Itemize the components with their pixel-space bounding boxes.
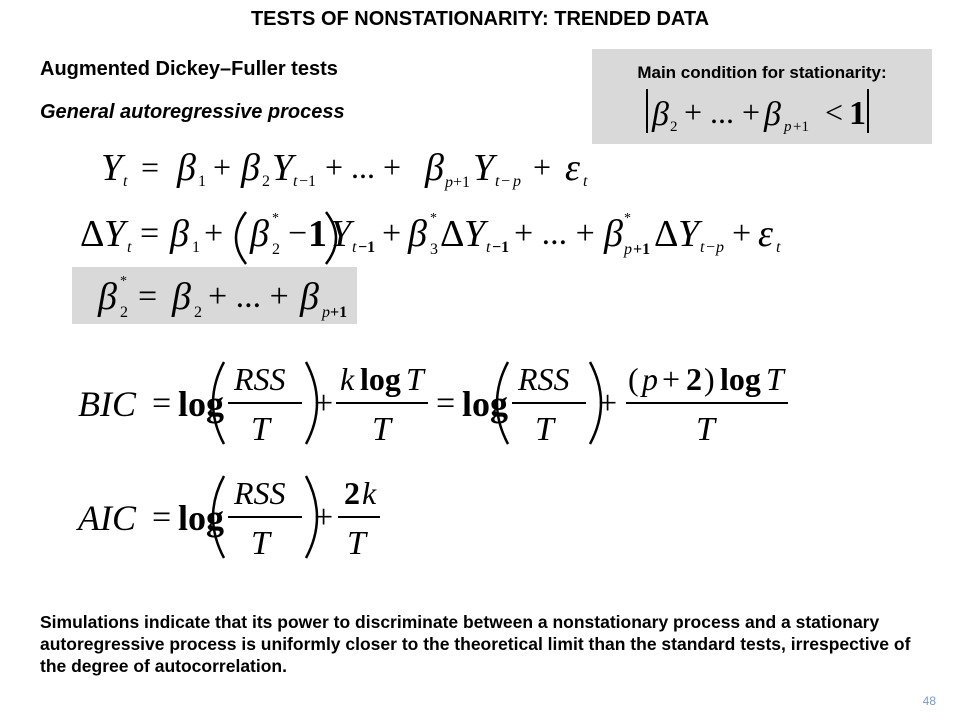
svg-text:2: 2 [262,173,270,190]
svg-text:Y: Y [330,213,352,255]
svg-text:β: β [172,276,191,318]
svg-text:RSS: RSS [518,361,570,397]
svg-text:*: * [120,274,127,289]
svg-text:p: p [784,119,792,135]
svg-text:=: = [138,278,158,315]
svg-text:p: p [322,304,330,321]
svg-text:β: β [764,96,781,133]
svg-text:β: β [604,213,623,255]
slide-title: TESTS OF NONSTATIONARITY: TRENDED DATA [250,8,710,30]
svg-text:−: − [706,239,716,256]
svg-text:p: p [445,174,453,191]
svg-text:+: + [533,149,552,185]
svg-text:t: t [127,239,132,256]
simulation-paragraph: Simulations indicate that its power to discriminate between a nonstationary process and a stationary autoregressive process is uniformly closer to the theoretical limit than the standard tests, irrespective of the degree of autocorrelation. [40,612,911,676]
svg-text:Y: Y [272,147,294,189]
svg-text:log: log [462,384,509,424]
equation-aic [74,472,394,562]
svg-text:=: = [140,215,160,252]
svg-text:t: t [123,173,128,190]
svg-text:+ ... +: + ... + [325,149,402,185]
svg-text:t: t [495,173,500,190]
svg-text:Y: Y [678,213,700,255]
svg-text:2: 2 [272,241,280,258]
svg-text:+ ... +: + ... + [684,94,761,130]
svg-text:Y: Y [464,213,486,255]
svg-text:1: 1 [849,95,866,132]
svg-text:−: − [288,215,308,252]
svg-text:+: + [662,361,681,397]
svg-text:p: p [642,361,658,397]
svg-text:p: p [716,239,724,256]
svg-text:T: T [251,525,270,562]
stationarity-condition-box [592,49,932,144]
svg-text:β: β [177,147,196,189]
svg-text:=: = [436,385,456,422]
svg-text:Δ: Δ [80,213,105,255]
equation-adf-form [76,200,796,270]
svg-text:+: + [204,215,224,252]
svg-text:Δ: Δ [654,213,679,255]
svg-text:T: T [696,411,715,448]
svg-text:ε: ε [758,213,773,255]
svg-text:T: T [251,411,270,448]
svg-text:=: = [152,499,172,536]
svg-text:2: 2 [670,119,678,135]
svg-text:+: + [213,149,232,185]
svg-text:t: t [700,239,705,256]
svg-text:T: T [406,361,424,397]
svg-text:1: 1 [308,213,327,255]
svg-text:β: β [250,213,269,255]
svg-text:β: β [241,147,260,189]
heading-adf: Augmented Dickey–Fuller tests [40,58,338,80]
svg-text:*: * [430,211,437,226]
svg-text:log: log [178,498,225,538]
svg-text:t: t [583,173,588,190]
svg-text:β: β [425,147,444,189]
svg-text:2: 2 [120,304,128,321]
svg-text:3: 3 [430,241,438,258]
svg-text:+1: +1 [793,119,809,135]
svg-text:p: p [624,241,632,258]
svg-text:−1: −1 [358,239,376,256]
equation-beta-star [72,267,357,324]
svg-text:T: T [535,411,554,448]
svg-text:t: t [352,239,357,256]
svg-text:t: t [293,173,298,190]
svg-text:k: k [340,361,355,397]
svg-text:Δ: Δ [440,213,465,255]
svg-text:k: k [362,475,377,511]
svg-text:+1: +1 [330,304,348,321]
svg-text:+ ... +: + ... + [208,278,289,315]
svg-text:β: β [170,213,189,255]
condition-equation [592,49,932,144]
svg-text:(: ( [628,361,639,397]
svg-text:−1: −1 [492,239,510,256]
svg-text:Y: Y [104,213,126,255]
subheading-ar-process: General autoregressive process [40,101,345,123]
svg-text:ε: ε [565,147,580,189]
svg-text:Y: Y [473,147,495,189]
svg-text:*: * [272,211,279,226]
svg-text:T: T [372,411,391,448]
svg-text:1: 1 [192,239,200,256]
svg-text:β: β [408,213,427,255]
svg-text:RSS: RSS [234,475,286,511]
svg-text:+ ... +: + ... + [514,215,595,252]
svg-text:Y: Y [101,147,123,189]
svg-text:): ) [704,361,715,397]
equation-ar-process [95,140,615,200]
page-number: 48 [922,694,936,708]
svg-text:2: 2 [344,475,360,511]
svg-text:2: 2 [686,361,702,397]
svg-text:+: + [314,499,334,536]
svg-text:−1: −1 [299,173,317,190]
svg-text:+: + [598,385,618,422]
svg-text:+: + [732,215,752,252]
svg-text:=: = [141,149,160,185]
svg-text:RSS: RSS [234,361,286,397]
svg-text:β: β [300,276,319,318]
svg-text:p: p [513,173,521,190]
svg-text:AIC: AIC [78,498,136,538]
svg-text:*: * [624,211,631,226]
svg-text:log: log [720,361,761,397]
svg-text:log: log [360,361,401,397]
svg-text:BIC: BIC [78,384,136,424]
svg-text:1: 1 [198,173,206,190]
svg-text:T: T [347,525,366,562]
svg-text:<: < [825,94,844,130]
svg-text:+: + [382,215,402,252]
svg-text:+: + [314,385,334,422]
equation-bic [74,358,804,448]
condition-label: Main condition for stationarity: [637,63,887,82]
svg-text:β: β [98,276,117,318]
svg-text:2: 2 [194,304,202,321]
beta-star-box [72,267,357,324]
svg-text:β: β [652,96,669,133]
svg-text:+1: +1 [633,241,651,258]
svg-text:T: T [766,361,784,397]
svg-text:−: − [501,173,511,190]
svg-text:log: log [178,384,225,424]
svg-text:+1: +1 [453,174,471,191]
svg-text:t: t [486,239,491,256]
svg-text:t: t [776,239,781,256]
svg-text:=: = [152,385,172,422]
